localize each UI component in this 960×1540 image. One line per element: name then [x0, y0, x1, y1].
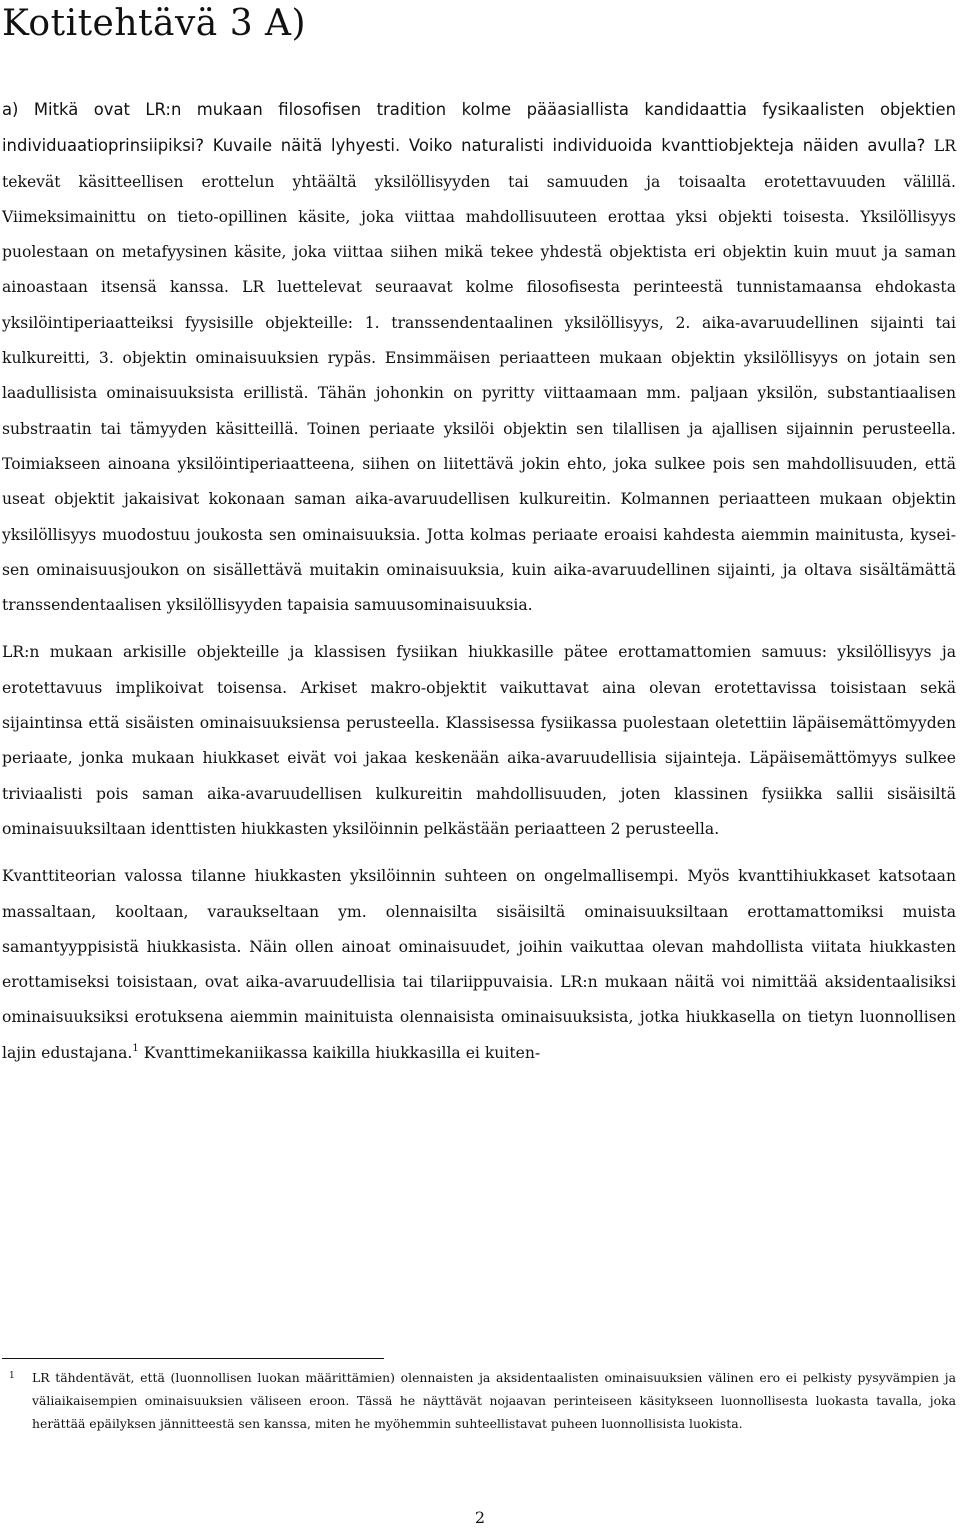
paragraph-quantum	[2, 859, 956, 1071]
footnote-mark: 1	[9, 1371, 15, 1381]
footnote-divider	[2, 1358, 384, 1359]
paragraph-3-text: Kvanttiteorian valossa tilanne hiukkasten yksilöinnin suhteen on ongelmallisempi. Myös kvanttihiukkaset katsotaan massaltaan, kooltaan, varaukseltaan ym. olennaisilta sisäisiltä ominaisuuksiltaan erottamattomiksi muista samantyyppisistä hiukkasista. Näin ollen ainoat ominaisuudet, joihin vaikuttaa olevan mahdollista viitata hiukkasten erottamiseksi toisistaan, ovat aika-avaruudellisia tai tilariippuvaisia. LR:n mukaan näitä voi nimittää aksidentaalisiksi ominaisuuksiksi erotuksena aiemmin mainituista olennaisista ominaisuuksista, jotka hiukkasella on tietyn luonnollisen lajin edustajana.	[2, 867, 956, 1062]
document-body	[2, 92, 956, 1071]
paragraph-3-tail: Kvanttimekaniikassa kaikilla hiukkasilla ei kuiten-	[143, 1043, 541, 1062]
question-text: a) Mitkä ovat LR:n mukaan filosofisen tradition kolme pääasiallista kandidaattia fysikaalisten objektien individuaatioprinsiipiksi? Kuvaile näitä lyhyesti. Voiko naturalisti individuoida kvanttiobjekteja näiden avulla?	[2, 100, 956, 156]
footnote-mark-wrapper	[2, 1367, 32, 1390]
paragraph-1-text: LR tekevät käsitteellisen erottelun yhtäältä yksilöllisyyden tai samuuden ja toisaalta erotettavuuden välillä. Viimeksimainittu on tieto-opillinen käsite, joka viittaa mahdollisuuteen erottaa yksi objekti toisesta. Yksilöllisyys puolestaan on metafyysinen käsite, joka viittaa siihen mikä tekee yhdestä objektista eri objektin kuin muut ja saman ainoastaan itsensä kanssa. LR luettelevat seuraavat kolme filosofisesta perinteestä tunnistamaansa ehdokasta yksilöintiperiaatteiksi fyysisille objekteille: 1. transsendentaalinen yksilöllisyys, 2. aika-avaruudellinen sijainti tai kulkureitti, 3. objektin ominaisuuksien rypäs. Ensimmäisen periaatteen mukaan objektin yksilöllisyys on jotain sen laadullisista ominaisuuksista erillistä. Tähän johonkin on pyritty viittaamaan mm. paljaan yksilön, substantiaalisen substraatin tai tämyyden käsitteillä. Toinen periaate yksilöi objektin sen tilallisen ja ajallisen sijainnin perusteella. Toimiakseen ainoana yksilöintiperiaatteena, siihen on liitettävä jokin ehto, joka sulkee pois sen mahdollisuuden, että useat objektit jakaisivat kokonaan saman aika-avaruudellisen kulkureitin. Kolmannen periaatteen mukaan objektin yksilöllisyys muodostuu joukosta sen ominaisuuksia. Jotta kolmas periaate eroaisi kahdesta aiemmin mainitusta, kyseisen ominaisuusjoukon on sisällettävä muitakin ominaisuuksia, kuin aika-avaruudellinen sijainti, ja oltava sisältämättä transsendentaalisen yksilöllisyyden tapaisia samuusominaisuuksia.	[2, 137, 956, 615]
page-number: 2	[474, 1508, 486, 1527]
page-title: Kotitehtävä 3 A)	[2, 3, 307, 44]
footnote-text: LR tähdentävät, että (luonnollisen luokan määrittämien) olennaisten ja aksidentaalisten ominaisuuksien välinen ero ei pelkisty pysyvämpien ja väliaikaisempien ominaisuuksien väliseen eroon. Tässä he näyttävät nojaavan perinteiseen käsitykseen luonnollisesta luokasta tavalla, joka herättää epäilyksen jännitteestä sen kanssa, miten he myöhemmin suhteellistavat puheen luonnollisista luokista.	[32, 1370, 956, 1431]
footnote	[2, 1367, 956, 1435]
paragraph-answer-intro	[2, 92, 956, 623]
footnote-reference[interactable]: 1	[132, 1042, 139, 1054]
paragraph-2-text: LR:n mukaan arkisille objekteille ja klassisen fysiikan hiukkasille pätee erottamattomien samuus: yksilöllisyys ja erotettavuus implikoivat toisensa. Arkiset makro-objektit vaikuttavat aina olevan erotettavissa toisistaan sekä sijaintinsa että sisäisten ominaisuuksiensa perusteella. Klassisessa fysiikassa puolestaan oletettiin läpäisemättömyyden periaate, jonka mukaan hiukkaset eivät voi jakaa keskenään aika-avaruudellisia sijainteja. Läpäisemättömyys sulkee triviaalisti pois saman aika-avaruudellisen kulkureitin mahdollisuuden, joten klassinen fysiikka sallii sisäisiltä ominaisuuksiltaan identtisten hiukkasten yksilöinnin pelkästään periaatteen 2 perusteella.	[2, 643, 956, 838]
paragraph-classical	[2, 635, 956, 847]
